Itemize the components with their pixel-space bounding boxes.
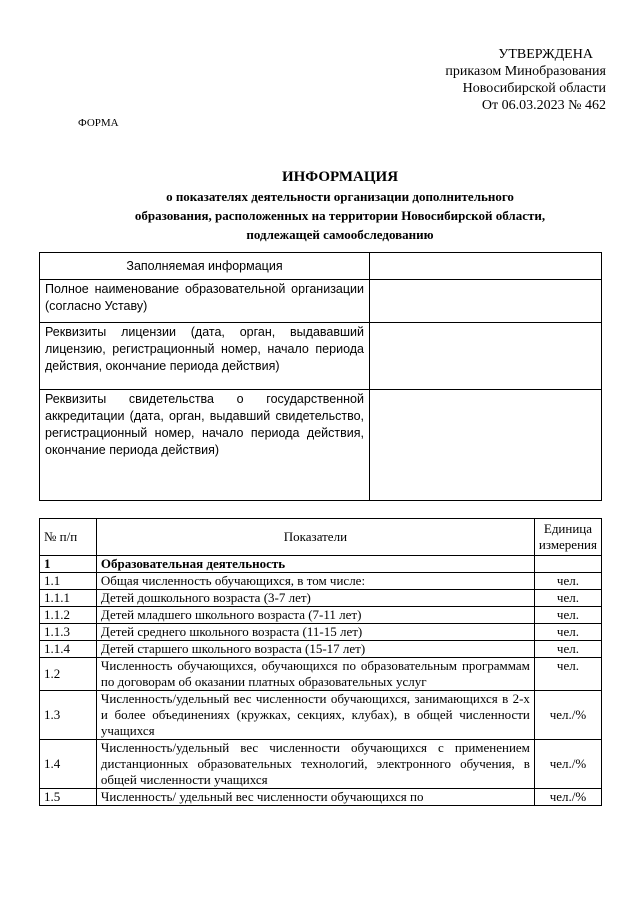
- indicators-header-row: [40, 519, 602, 556]
- organization-info-table: [39, 252, 602, 501]
- table-row: [40, 658, 602, 691]
- row-number: 1.1.4: [40, 641, 97, 658]
- form-label: ФОРМА: [78, 117, 119, 129]
- info-row-label: Реквизиты лицензии (дата, орган, выдававший лицензию, регистрационный номер, начало периода действия, окончание периода действия): [40, 323, 370, 390]
- row-number: 1.2: [40, 658, 97, 691]
- row-indicator: Численность/удельный вес численности обучающихся с применением дистанционных образовательных технологий, электронного обучения, в общей численности учащихся: [96, 740, 534, 789]
- table-row: [40, 691, 602, 740]
- table-row: [40, 789, 602, 806]
- row-unit: чел./%: [534, 691, 601, 740]
- row-unit: чел.: [534, 658, 601, 691]
- table-row: [40, 590, 602, 607]
- column-header-indicator: Показатели: [96, 519, 534, 556]
- row-unit: чел.: [534, 590, 601, 607]
- row-number: 1.1: [40, 573, 97, 590]
- info-table-header-row: [40, 253, 602, 280]
- table-row: [40, 740, 602, 789]
- row-number: 1.3: [40, 691, 97, 740]
- row-indicator: Детей младшего школьного возраста (7-11 лет): [96, 607, 534, 624]
- document-subtitle-line: подлежащей самообследованию: [246, 227, 434, 242]
- row-indicator: Численность обучающихся, обучающихся по образовательным программам по договорам об оказании платных образовательных услуг: [96, 658, 534, 691]
- document-subtitle-line: о показателях деятельности организации дополнительного: [166, 189, 514, 204]
- row-unit: чел./%: [534, 789, 601, 806]
- row-number: 1.1.1: [40, 590, 97, 607]
- row-indicator: Детей старшего школьного возраста (15-17 лет): [96, 641, 534, 658]
- column-header-number: № п/п: [40, 519, 97, 556]
- approval-title: УТВЕРЖДЕНА: [498, 47, 593, 62]
- approval-line: Новосибирской области: [462, 81, 606, 96]
- row-unit: чел.: [534, 624, 601, 641]
- row-indicator: Образовательная деятельность: [96, 556, 534, 573]
- info-row-accreditation: [40, 390, 602, 501]
- approval-line: От 06.03.2023 № 462: [481, 98, 606, 113]
- row-indicator: Общая численность обучающихся, в том числе:: [96, 573, 534, 590]
- row-number: 1.1.3: [40, 624, 97, 641]
- indicators-table: [39, 518, 602, 806]
- row-unit: [534, 556, 601, 573]
- document-title: ИНФОРМАЦИЯ: [281, 169, 399, 185]
- row-unit: чел./%: [534, 740, 601, 789]
- table-row-section: [40, 556, 602, 573]
- row-number: 1.4: [40, 740, 97, 789]
- row-unit: чел.: [534, 607, 601, 624]
- info-row-value-field[interactable]: [370, 323, 602, 390]
- row-indicator: Численность/удельный вес численности обучающихся, занимающихся в 2-х и более объединениях (кружках, секциях, клубах), в общей численности учащихся: [96, 691, 534, 740]
- document-subtitle-line: образования, расположенных на территории Новосибирской области,: [134, 208, 546, 223]
- table-row: [40, 641, 602, 658]
- info-table-header-value: [370, 253, 602, 280]
- row-number: 1.5: [40, 789, 97, 806]
- table-row: [40, 624, 602, 641]
- row-number: 1.1.2: [40, 607, 97, 624]
- row-indicator: Детей среднего школьного возраста (11-15 лет): [96, 624, 534, 641]
- info-row-label: Реквизиты свидетельства о государственной аккредитации (дата, орган, выдавший свидетельство, регистрационный номер, начало периода действия, окончание периода действия): [40, 390, 370, 501]
- approval-line: приказом Минобразования: [445, 64, 606, 79]
- info-row-license: [40, 323, 602, 390]
- table-row: [40, 573, 602, 590]
- approval-stamp: [445, 46, 606, 114]
- info-row-label: Полное наименование образовательной организации (согласно Уставу): [40, 280, 370, 323]
- row-indicator: Детей дошкольного возраста (3-7 лет): [96, 590, 534, 607]
- info-row-organization-name: [40, 280, 602, 323]
- row-unit: чел.: [534, 573, 601, 590]
- info-table-header: Заполняемая информация: [40, 253, 370, 280]
- info-row-value-field[interactable]: [370, 280, 602, 323]
- table-row: [40, 607, 602, 624]
- document-heading: [60, 167, 620, 244]
- row-unit: чел.: [534, 641, 601, 658]
- info-row-value-field[interactable]: [370, 390, 602, 501]
- row-number: 1: [40, 556, 97, 573]
- column-header-unit: Единица измерения: [534, 519, 601, 556]
- row-indicator: Численность/ удельный вес численности обучающихся по: [96, 789, 534, 806]
